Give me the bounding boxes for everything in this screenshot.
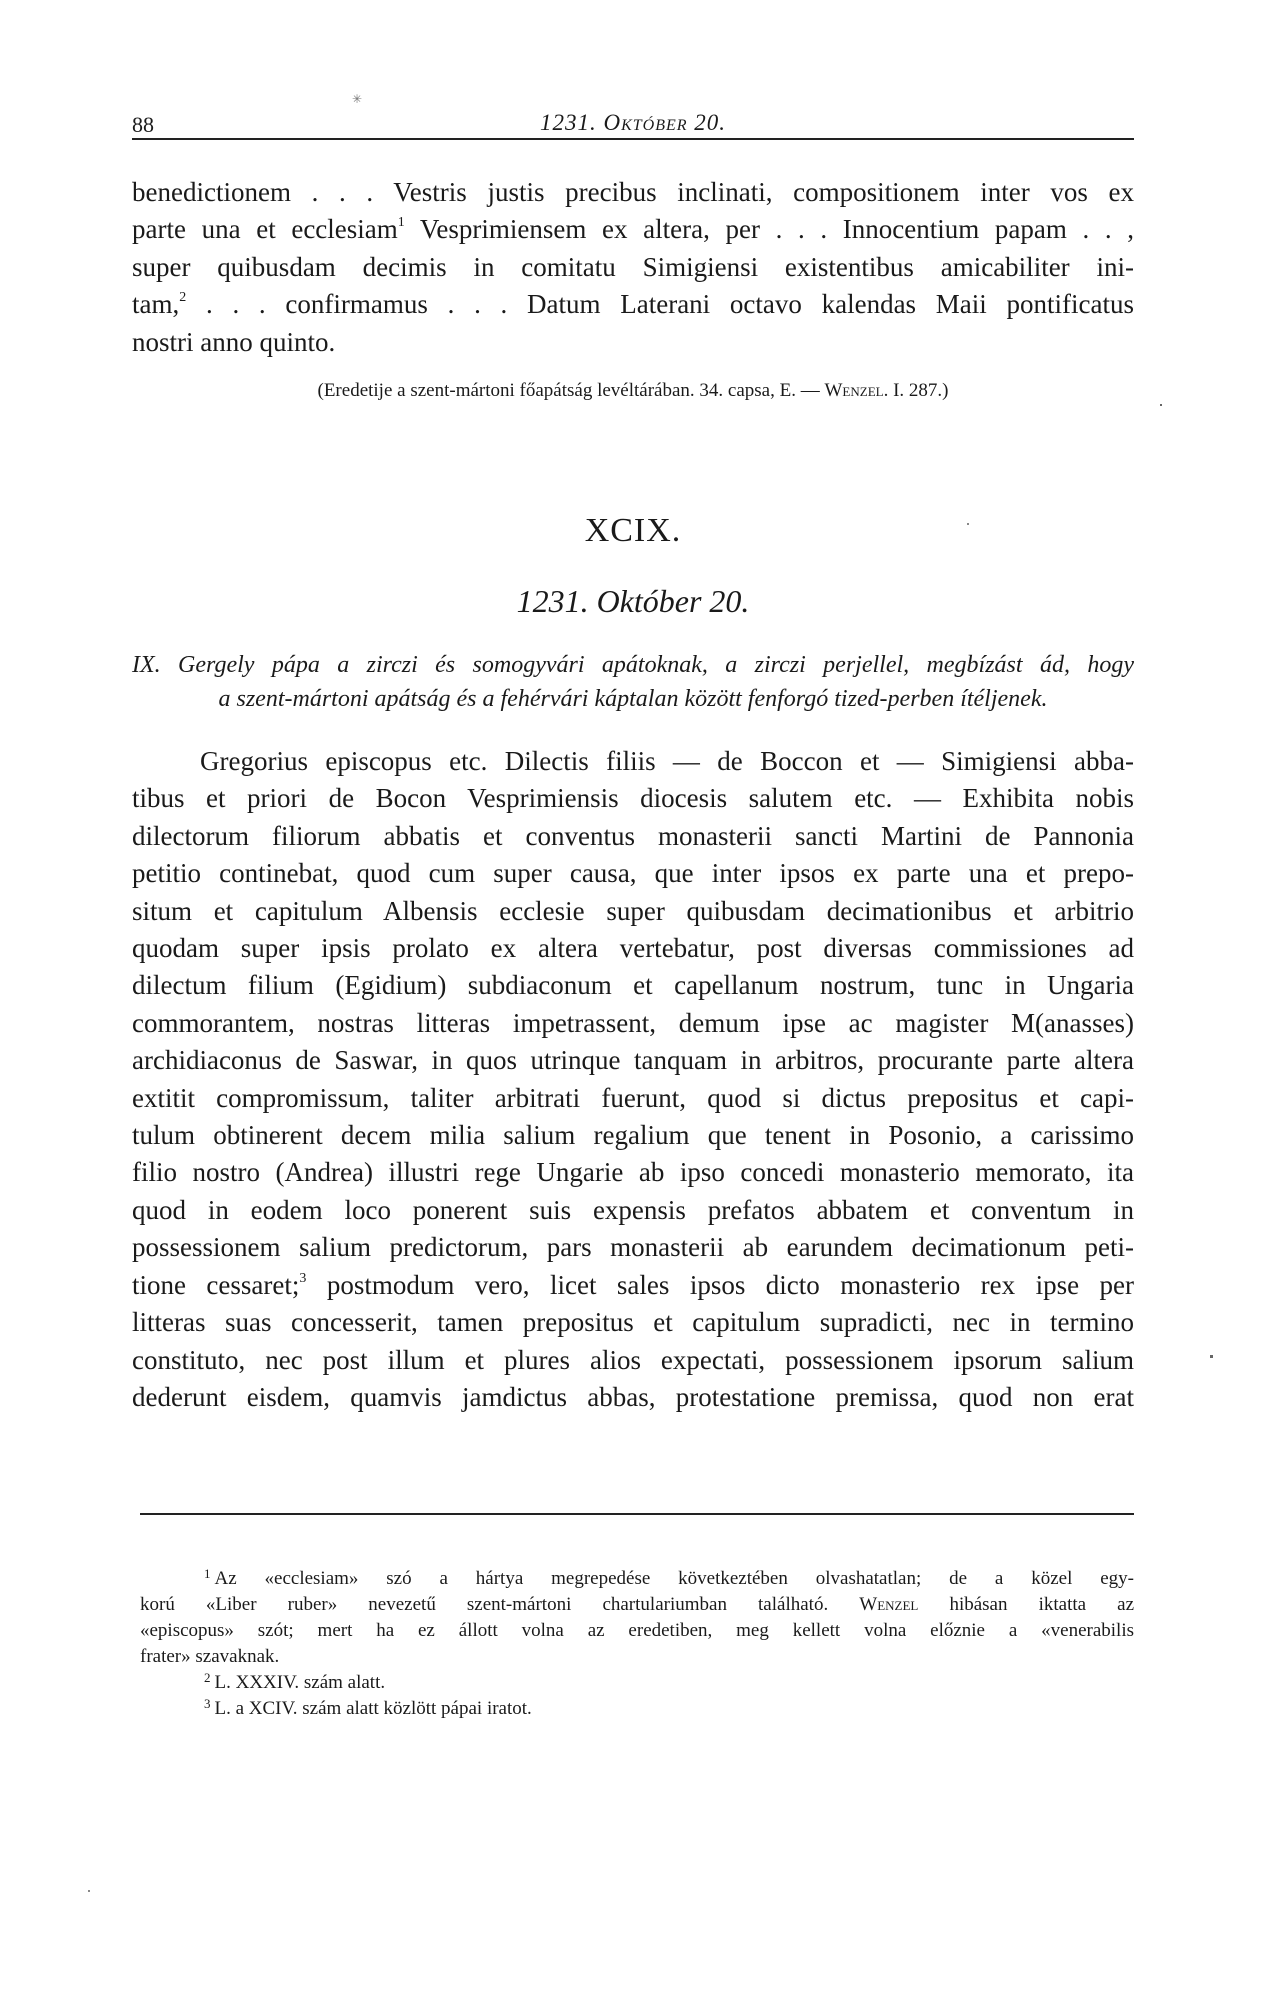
text-line: nostri anno quinto.: [132, 326, 336, 357]
footnote-line: «episcopus» szót; mert ha ez állott volna az eredetiben, meg kellett volna előznie a «venerabilis: [140, 1620, 1134, 1641]
page-number: 88: [132, 112, 154, 137]
footnote-author: Wenzel: [859, 1594, 919, 1615]
text-fragment: tione cessaret;: [132, 1269, 300, 1300]
footnote-line: [140, 1566, 1134, 1592]
running-head: [132, 108, 1134, 138]
text-line: dilectorum filiorum abbatis et conventus monasterii sancti Martini de Pannonia: [132, 820, 1134, 851]
document-date: 1231. Október 20.: [516, 583, 750, 619]
text-line: litteras suas concesserit, tamen prepositus et capitulum supradicti, nec in termino: [132, 1307, 1134, 1338]
text-fragment: parte una et ecclesiam: [132, 214, 398, 245]
footnote-ref[interactable]: 3: [299, 1270, 307, 1286]
footnote-3: [140, 1696, 1134, 1722]
footnote-text: hibásan iktatta az: [918, 1594, 1135, 1615]
text-line: petitio continebat, quod cum super causa, que inter ipsos ex parte una et prepo-: [132, 858, 1134, 889]
text-line: dederunt eisdem, quamvis jamdictus abbas, protestatione premissa, quod non erat: [132, 1381, 1134, 1412]
previous-document-text: [132, 174, 1134, 361]
running-title-date: Október 20.: [603, 110, 727, 135]
footnote-line: [140, 1696, 1134, 1722]
text-line: commorantem, nostras litteras impetrassent, demum ipse ac magister M(anasses): [132, 1007, 1134, 1038]
source-note: [132, 380, 1134, 402]
scan-speck: ✳: [352, 92, 363, 106]
footnote-ref[interactable]: 2: [179, 290, 187, 306]
footnote-line: [140, 1670, 1134, 1696]
text-line: tibus et priori de Bocon Vesprimiensis diocesis salutem etc. — Exhibita nobis: [132, 783, 1134, 814]
text-line: extitit compromissum, taliter arbitrati fuerunt, quod si dictus prepositus et capi-: [132, 1082, 1134, 1113]
text-line: dilectum filium (Egidium) subdiaconum et capellanum nostrum, tunc in Ungaria: [132, 970, 1134, 1001]
document-summary: [132, 648, 1134, 716]
scan-speck: [88, 1890, 90, 1892]
scan-speck: [967, 523, 969, 525]
text-line: situm et capitulum Albensis ecclesie super quibusdam decimationibus et arbitrio: [132, 895, 1134, 926]
footnote-text: L. XXXIV. szám alatt.: [214, 1672, 386, 1693]
running-title-year: 1231.: [539, 110, 597, 135]
text-line: Gregorius episcopus etc. Dilectis filiis — de Boccon et — Simigiensi abba-: [200, 746, 1134, 776]
footnote-text: Az «ecclesiam» szó a hártya megrepedése következtében olvashatatlan; de a közel egy-: [214, 1568, 1134, 1589]
scan-speck: [1210, 1355, 1213, 1358]
text-fragment: postmodum vero, licet sales ipsos dicto monasterio rex ipse per: [306, 1269, 1135, 1300]
footnote-mark: 2: [204, 1670, 211, 1685]
document-body: [132, 743, 1134, 1416]
source-author: Wenzel: [824, 380, 884, 401]
text-fragment: tam,: [132, 289, 180, 320]
text-line: constituto, nec post illum et plures alios expectati, possessionem ipsorum salium: [132, 1344, 1134, 1375]
text-line: tulum obtinerent decem milia salium regalium que tenent in Posonio, a carissimo: [132, 1120, 1134, 1151]
footnote-text: korú «Liber ruber» nevezetű szent-mártoni chartulariumban található.: [140, 1594, 860, 1615]
footnote-mark: 1: [204, 1566, 211, 1581]
source-note-text: (Eredetije a szent-mártoni főapátság levéltárában. 34. capsa, E. —: [317, 380, 825, 401]
text-fragment: . . . confirmamus . . . Datum Laterani octavo kalendas Maii pontificatus: [186, 289, 1134, 320]
text-line: [132, 1267, 1134, 1304]
summary-line: IX. Gergely pápa a zirczi és somogyvári apátoknak, a zirczi perjellel, megbízást ád, hogy: [132, 652, 1134, 678]
footnote-line: frater» szavaknak.: [140, 1646, 280, 1667]
text-line: archidiaconus de Saswar, in quos utrinque tanquam in arbitros, procurante parte altera: [132, 1045, 1134, 1076]
text-line: possessionem salium predictorum, pars monasterii ab earundem decimationum peti-: [132, 1232, 1134, 1263]
footnote-2: [140, 1670, 1134, 1696]
document-number: XCIX.: [584, 512, 682, 549]
text-line: quod in eodem loco ponerent suis expensis prefatos abbatem et conventum in: [132, 1194, 1134, 1225]
text-line: filio nostro (Andrea) illustri rege Ungarie ab ipso concedi monasterio memorato, ita: [132, 1157, 1134, 1188]
footnote-rule: [140, 1513, 1134, 1515]
summary-line: a szent-mártoni apátság és a fehérvári káptalan között fenforgó tized-perben ítéljenek.: [218, 686, 1048, 712]
footnote-line: [140, 1592, 1134, 1618]
text-line: benedictionem . . . Vestris justis precibus inclinati, compositionem inter vos ex: [132, 177, 1134, 207]
text-line: super quibusdam decimis in comitatu Simigiensi existentibus amicabiliter ini-: [132, 251, 1134, 282]
text-line: [132, 286, 1134, 323]
scan-speck: [1160, 404, 1162, 406]
text-line: [132, 211, 1134, 248]
running-title: [132, 110, 1134, 136]
footnote-ref[interactable]: 1: [397, 215, 405, 231]
footnotes: [140, 1566, 1134, 1722]
text-line: quodam super ipsis prolato ex altera vertebatur, post diversas commissiones ad: [132, 933, 1134, 964]
text-fragment: Vesprimiensem ex altera, per . . . Innocentium papam . . ,: [404, 214, 1134, 245]
footnote-mark: 3: [204, 1696, 211, 1711]
footnote-text: L. a XCIV. szám alatt közlött pápai iratot.: [214, 1698, 532, 1719]
footnote-1: [140, 1566, 1134, 1670]
header-rule: [132, 138, 1134, 140]
source-note-ref: . I. 287.): [883, 380, 949, 401]
